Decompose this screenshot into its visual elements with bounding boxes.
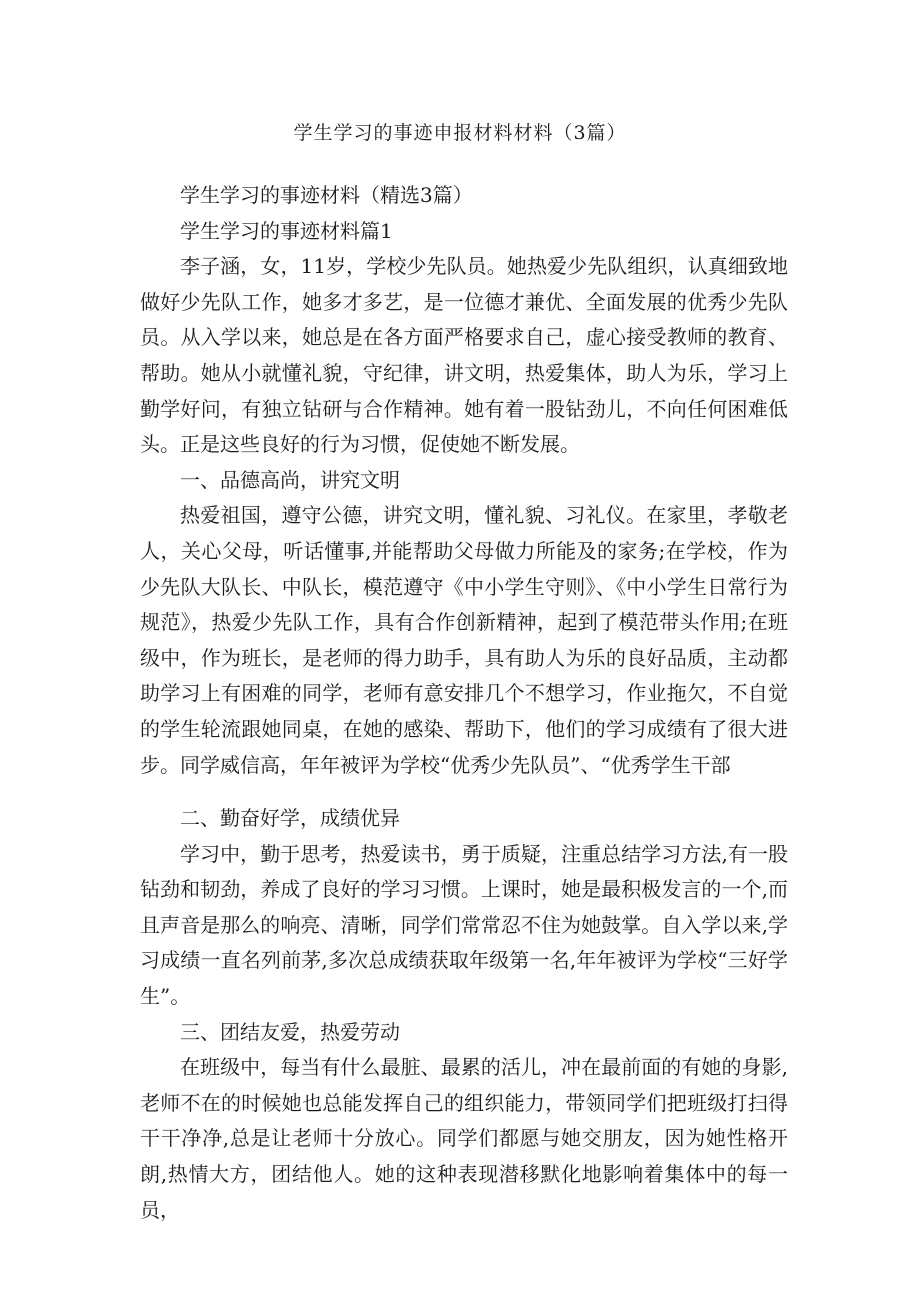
intro-paragraph: 李子涵，女，11岁，学校少先队员。她热爱少先队组织，认真细致地做好少先队工作，她多才多艺，是一位德才兼优、全面发展的优秀少先队员。从入学以来，她总是在各方面严格要求自己，虚心接受教师的教育、帮助。她从小就懂礼貌，守纪律，讲文明，热爱集体，助人为乐，学习上勤学好问，有独立钻研与合作精神。她有着一股钻劲儿，不向任何困难低头。正是这些良好的行为习惯，促使她不断发展。: [140, 254, 788, 457]
section-heading-1: 一、品德高尚，讲究文明: [180, 467, 400, 492]
section-heading-3: 三、团结友爱，热爱劳动: [180, 1019, 400, 1044]
section-heading-2: 二、勤奋好学，成绩优异: [180, 806, 400, 831]
section-paragraph-3: 在班级中，每当有什么最脏、最累的活儿，冲在最前面的有她的身影,老师不在的时候她也总能发挥自己的组织能力，带领同学们把班级打扫得干干净净,总是让老师十分放心。同学们都愿与她交朋友，因为她性格开朗,热情大方，团结他人。她的这种表现潜移默化地影响着集体中的每一员，: [140, 1055, 788, 1222]
section-paragraph-2: 学习中，勤于思考，热爱读书，勇于质疑，注重总结学习方法,有一股钻劲和韧劲，养成了良好的学习习惯。上课时，她是最积极发言的一个,而且声音是那么的响亮、清晰，同学们常常忍不住为她鼓掌。自入学以来,学习成绩一直名列前茅,多次总成绩获取年级第一名,年年被评为学校“三好学生”。: [140, 841, 788, 1009]
collection-heading: 学生学习的事迹材料（精选3篇）: [180, 183, 473, 207]
section-paragraph-1: 热爱祖国，遵守公德，讲究文明，懂礼貌、习礼仪。在家里，孝敬老人，关心父母，听话懂事,并能帮助父母做力所能及的家务;在学校，作为少先队大队长、中队长，模范遵守《中小学生守则》、《中小学生日常行为规范》，热爱少先队工作，具有合作创新精神，起到了模范带头作用;在班级中，作为班长，是老师的得力助手，具有助人为乐的良好品质，主动都助学习上有困难的同学，老师有意安排几个不想学习，作业拖欠，不自觉的学生轮流跟她同桌，在她的感染、帮助下，他们的学习成绩有了很大进步。同学威信高，年年被评为学校“优秀少先队员”、“优秀学生干部: [140, 503, 788, 777]
spacer: [140, 783, 788, 801]
document-title: 学生学习的事迹申报材料材料（3篇）: [293, 122, 627, 144]
document-body: [140, 178, 788, 1228]
article-heading: 学生学习的事迹材料篇1: [180, 218, 393, 243]
